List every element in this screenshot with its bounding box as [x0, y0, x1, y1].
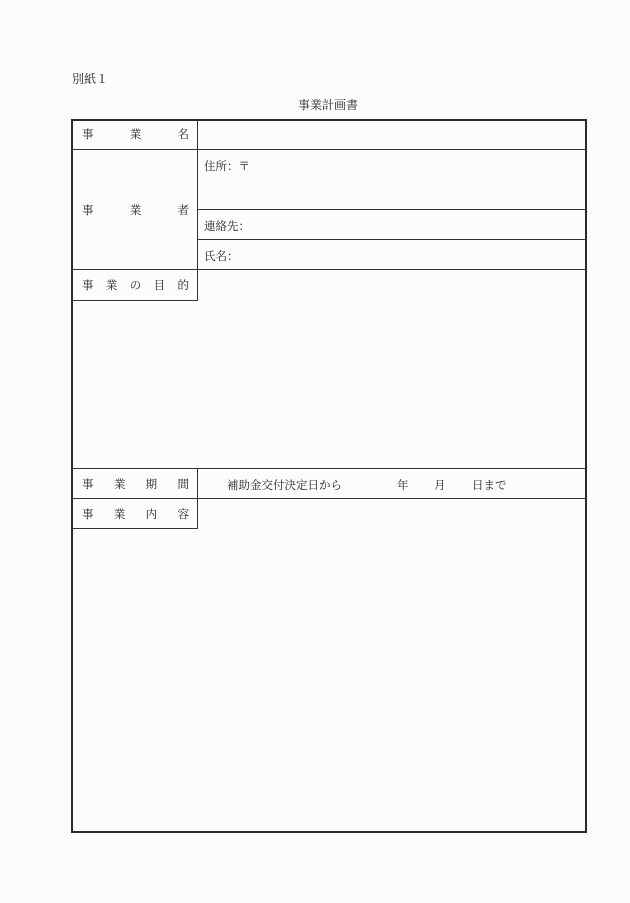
period-from-text: 補助金交付決定日から — [227, 478, 342, 492]
purpose-field[interactable] — [199, 271, 585, 467]
operator-label: 事 業 者 — [82, 203, 189, 217]
name-field[interactable]: 氏名： — [204, 249, 239, 263]
period-label: 事 業 期 間 — [82, 477, 189, 491]
document-title: 事業計画書 — [298, 98, 359, 112]
purpose-label: 事 業 の 目 的 — [82, 278, 189, 292]
business-name-field[interactable] — [199, 121, 585, 148]
address-field[interactable]: 住所：〒 — [204, 159, 250, 173]
period-year[interactable]: 年 — [397, 478, 409, 492]
period-until[interactable]: 日まで — [472, 478, 507, 492]
attachment-label: 別紙１ — [72, 72, 109, 86]
business-name-label: 事 業 名 — [82, 127, 189, 141]
contact-field[interactable]: 連絡先： — [204, 219, 250, 233]
period-month[interactable]: 月 — [434, 478, 446, 492]
content-field[interactable] — [199, 500, 585, 831]
content-label: 事 業 内 容 — [82, 507, 189, 521]
